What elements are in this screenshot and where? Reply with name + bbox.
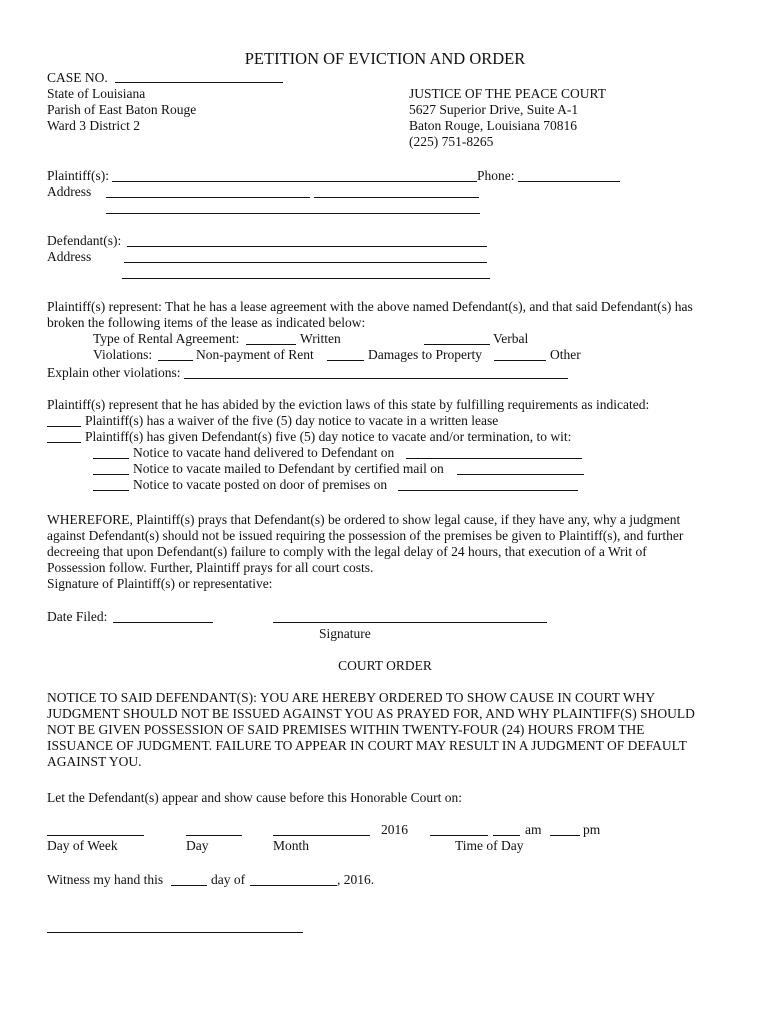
hand-delivered-date-field[interactable] — [406, 458, 582, 459]
violations-label: Violations: — [93, 347, 153, 362]
state-label: State of Louisiana — [47, 86, 146, 101]
damages-label: Damages to Property — [368, 347, 482, 362]
phone-label: Phone: — [477, 168, 515, 183]
judge-signature-field[interactable] — [47, 932, 303, 933]
court-order-title: COURT ORDER — [338, 658, 432, 673]
case-no-field[interactable] — [115, 82, 283, 83]
month-caption: Month — [273, 838, 310, 853]
waiver-label: Plaintiff(s) has a waiver of the five (5) day notice to vacate in a written lease — [85, 413, 499, 428]
non-payment-label: Non-payment of Rent — [196, 347, 314, 362]
defendants-label: Defendant(s): — [47, 233, 122, 248]
day-of-week-field[interactable] — [47, 835, 144, 836]
date-filed-field[interactable] — [113, 622, 213, 623]
plaintiff-address-field-1[interactable] — [106, 197, 310, 198]
lease-intro-2: broken the following items of the lease as indicated below: — [47, 315, 366, 330]
wherefore-line-1: WHEREFORE, Plaintiff(s) prays that Defendant(s) be ordered to show legal cause, if they have any, why a judgment — [47, 512, 681, 527]
notice-given-label: Plaintiff(s) has given Defendant(s) five (5) day notice to vacate and/or termination, to wit: — [85, 429, 572, 444]
explain-label: Explain other violations: — [47, 365, 181, 380]
notice-given-checkbox[interactable] — [47, 442, 81, 443]
hour-field[interactable] — [430, 835, 488, 836]
plaintiff-address-field-2[interactable] — [314, 197, 479, 198]
rental-type-label: Type of Rental Agreement: — [93, 331, 240, 346]
plaintiffs-field[interactable] — [112, 181, 477, 182]
other-label: Other — [550, 347, 581, 362]
plaintiff-address-label: Address — [47, 184, 92, 199]
waiver-checkbox[interactable] — [47, 426, 81, 427]
mailed-label: Notice to vacate mailed to Defendant by certified mail on — [133, 461, 444, 476]
defendant-address-field-2[interactable] — [122, 278, 490, 279]
written-checkbox[interactable] — [246, 344, 296, 345]
plaintiff-address-field-3[interactable] — [106, 213, 480, 214]
defendant-address-field-1[interactable] — [124, 262, 487, 263]
notice-line-1: NOTICE TO SAID DEFENDANT(S): YOU ARE HEREBY ORDERED TO SHOW CAUSE IN COURT WHY — [47, 690, 656, 705]
minute-field[interactable] — [493, 835, 520, 836]
posted-date-field[interactable] — [398, 490, 578, 491]
day-field[interactable] — [186, 835, 242, 836]
plaintiffs-label: Plaintiff(s): — [47, 168, 109, 183]
witness-text-b: day of — [211, 872, 246, 887]
signature-label: Signature — [319, 626, 371, 641]
damages-checkbox[interactable] — [327, 360, 364, 361]
plaintiff-signature-field[interactable] — [273, 622, 547, 623]
appear-instruction: Let the Defendant(s) appear and show cause before this Honorable Court on: — [47, 790, 462, 805]
ward-label: Ward 3 District 2 — [47, 118, 141, 133]
explain-field[interactable] — [184, 378, 568, 379]
verbal-label: Verbal — [493, 331, 529, 346]
case-no-label: CASE NO. — [47, 70, 108, 85]
wherefore-line-3: decreeing that upon Defendant(s) failure to comply with the legal delay of 24 hours, that execution of a Writ of — [47, 544, 647, 559]
other-checkbox[interactable] — [494, 360, 546, 361]
non-payment-checkbox[interactable] — [158, 360, 193, 361]
verbal-checkbox[interactable] — [424, 344, 490, 345]
defendants-field[interactable] — [127, 246, 487, 247]
wherefore-line-4: Possession follow. Further, Plaintiff prays for all court costs. — [47, 560, 374, 575]
date-filed-label: Date Filed: — [47, 609, 108, 624]
witness-text-a: Witness my hand this — [47, 872, 164, 887]
notice-line-5: AGAINST YOU. — [47, 754, 142, 769]
written-label: Written — [300, 331, 341, 346]
lease-intro-1: Plaintiff(s) represent: That he has a lease agreement with the above named Defendant(s), and that said Defendant(s) has — [47, 299, 693, 314]
defendant-address-label: Address — [47, 249, 92, 264]
year-label: 2016 — [381, 822, 408, 837]
witness-month-field[interactable] — [250, 885, 337, 886]
day-caption: Day — [186, 838, 209, 853]
day-of-week-caption: Day of Week — [47, 838, 118, 853]
notice-line-2: JUDGMENT SHOULD NOT BE ISSUED AGAINST YOU AS PRAYED FOR, AND WHY PLAINTIFF(S) SHOULD — [47, 706, 695, 721]
court-phone: (225) 751-8265 — [409, 134, 494, 149]
notice-line-4: ISSUANCE OF JUDGMENT. FAILURE TO APPEAR IN COURT MAY RESULT IN A JUDGMENT OF DEFAULT — [47, 738, 687, 753]
eviction-intro: Plaintiff(s) represent that he has abided by the eviction laws of this state by fulfilling requirements as indicated: — [47, 397, 650, 412]
posted-label: Notice to vacate posted on door of premises on — [133, 477, 388, 492]
page-title: PETITION OF EVICTION AND ORDER — [244, 49, 526, 68]
hand-delivered-label: Notice to vacate hand delivered to Defendant on — [133, 445, 395, 460]
notice-line-3: NOT BE GIVEN POSSESSION OF SAID PREMISES WITHIN TWENTY-FOUR (24) HOURS FROM THE — [47, 722, 645, 737]
posted-checkbox[interactable] — [93, 490, 129, 491]
witness-day-field[interactable] — [171, 885, 207, 886]
signature-prompt: Signature of Plaintiff(s) or representative: — [47, 576, 273, 591]
court-name: JUSTICE OF THE PEACE COURT — [409, 86, 606, 101]
ampm-field[interactable] — [550, 835, 580, 836]
court-city: Baton Rouge, Louisiana 70816 — [409, 118, 577, 133]
mailed-checkbox[interactable] — [93, 474, 129, 475]
mailed-date-field[interactable] — [457, 474, 584, 475]
witness-text-c: , 2016. — [337, 872, 375, 887]
wherefore-line-2: against Defendant(s) should not be issued requiring the possession of the premises be given to Plaintiff(s), and further — [47, 528, 684, 543]
pm-label: pm — [583, 822, 601, 837]
month-field[interactable] — [273, 835, 370, 836]
phone-field[interactable] — [518, 181, 620, 182]
time-of-day-caption: Time of Day — [455, 838, 524, 853]
am-label: am — [525, 822, 542, 837]
court-street: 5627 Superior Drive, Suite A-1 — [409, 102, 579, 117]
hand-delivered-checkbox[interactable] — [93, 458, 129, 459]
parish-label: Parish of East Baton Rouge — [47, 102, 197, 117]
